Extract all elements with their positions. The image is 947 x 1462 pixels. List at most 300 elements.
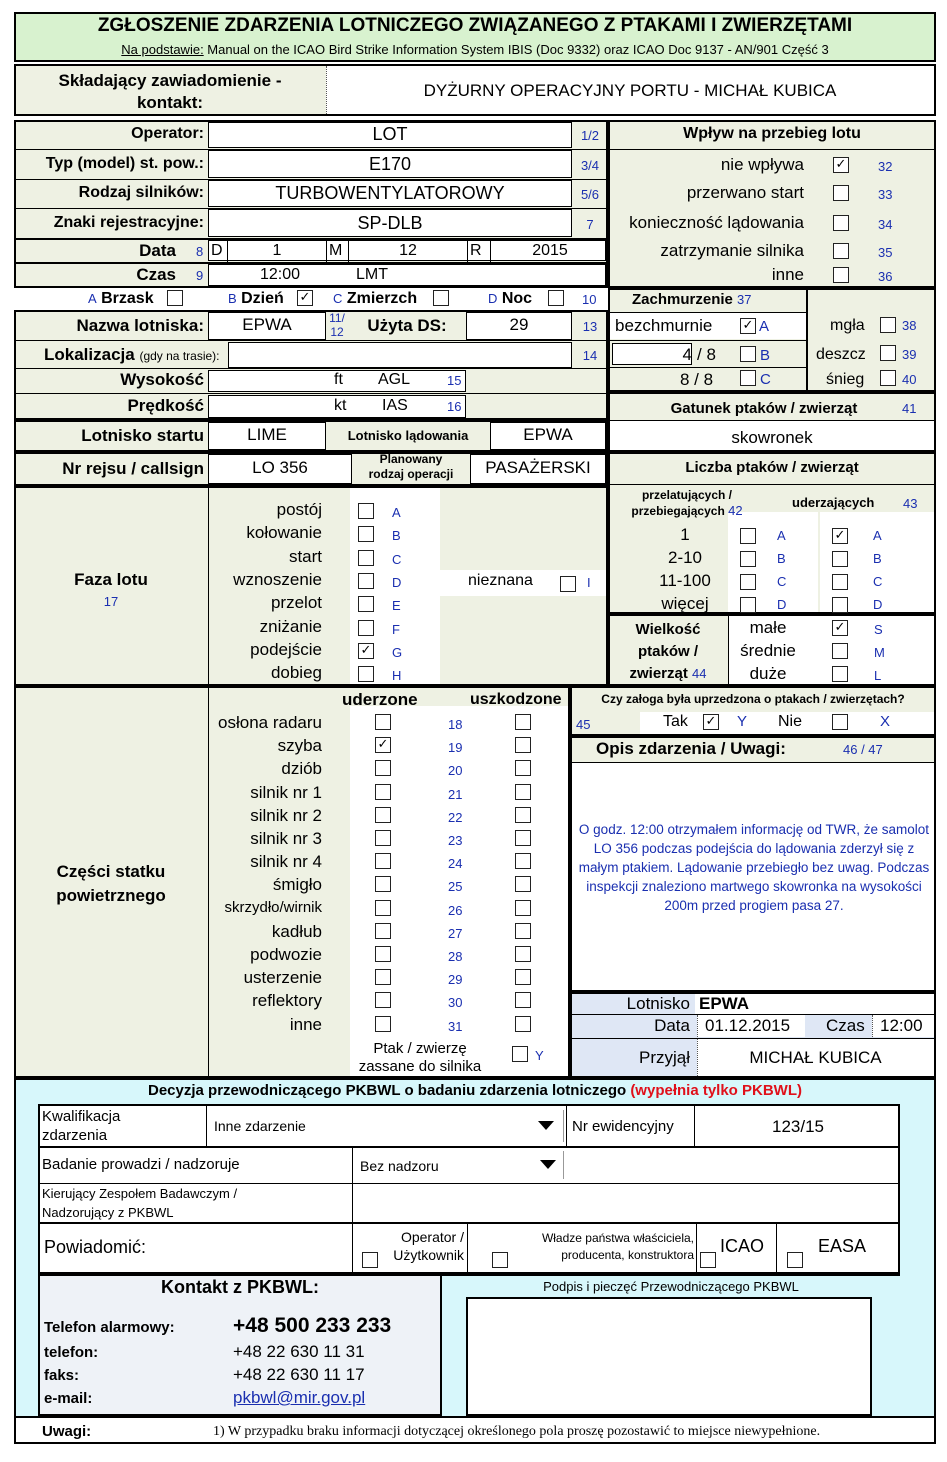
warned-yes-checkbox[interactable]: [703, 714, 719, 730]
effect-item-label: przerwano start: [686, 183, 804, 202]
alarm-label: Telefon alarmowy:: [44, 1319, 175, 1336]
part-code: 27: [448, 925, 463, 941]
count-passing-label-2: przebiegających: [631, 504, 725, 518]
qualification-label: [42, 1107, 120, 1145]
supervision-select[interactable]: [354, 1151, 564, 1179]
count-title: Liczba ptaków / zwierząt: [685, 459, 859, 476]
reg-code: 7: [586, 217, 594, 232]
month-letter: M: [329, 242, 343, 259]
part-code: 20: [448, 763, 463, 779]
part-hit-checkbox[interactable]: [375, 853, 391, 869]
speed-label: Prędkość: [127, 396, 204, 415]
operation-type-value: PASAŻERSKI: [485, 458, 591, 477]
part-damaged-checkbox[interactable]: [515, 830, 531, 846]
clouds-c-checkbox[interactable]: [740, 370, 756, 386]
email-link[interactable]: pkbwl@mir.gov.pl: [233, 1388, 366, 1407]
ingest-label-2: zassane do silnika: [358, 1058, 482, 1075]
count-row-label: 11-100: [659, 571, 711, 590]
reporter-value: DYŻURNY OPERACYJNY PORTU - MICHAŁ KUBICA: [423, 81, 837, 100]
effect-item-checkbox[interactable]: [833, 157, 849, 173]
month-value: 12: [399, 242, 417, 259]
part-damaged-checkbox[interactable]: [515, 737, 531, 753]
light-day-checkbox[interactable]: [297, 290, 313, 306]
part-label: kadłub: [271, 921, 322, 941]
phase-unknown-checkbox[interactable]: [560, 576, 576, 592]
airport-label: Nazwa lotniska:: [76, 316, 204, 335]
engines-value: TURBOWENTYLATOROWY: [275, 183, 505, 203]
phase-code: 17: [103, 594, 119, 609]
reg-label: Znaki rejestracyjne:: [53, 214, 204, 231]
part-code: 22: [448, 809, 463, 825]
part-hit-checkbox[interactable]: [375, 807, 391, 823]
phase-item-letter: G: [392, 644, 403, 660]
year-letter: R: [470, 242, 482, 259]
light-b-label: Dzień: [241, 290, 284, 307]
runway-value: 29: [509, 315, 529, 334]
phase-item-label: zniżanie: [259, 616, 322, 636]
speed-code: 16: [447, 399, 462, 414]
receipt-airport-value: EPWA: [699, 994, 750, 1013]
description-text: O godz. 12:00 otrzymałem informację od TWR, że samolot LO 356 podczas podejścia do lądowania zderzył się z małym ptakiem. Lądowanie przebiegło bez uwag. Podczas inspekcji znaleziono martwego skowronka na wysokości 200m przed progiem pasa 27.: [578, 822, 930, 913]
effect-item-code: 33: [878, 187, 893, 202]
clouds-a-letter: A: [759, 318, 770, 335]
part-hit-checkbox[interactable]: [375, 760, 391, 776]
phase-item-checkbox[interactable]: [358, 620, 374, 636]
date-code: 8: [196, 244, 204, 259]
part-damaged-checkbox[interactable]: [515, 1016, 531, 1032]
contact-title: Kontakt z PKBWL:: [161, 1277, 319, 1297]
basis-text: Manual on the ICAO Bird Strike Information System IBIS (Doc 9332) oraz ICAO Doc 9137 - AN/901 Część 3: [203, 42, 829, 57]
email-label: e-mail:: [44, 1390, 93, 1407]
count-passing-label-1: przelatujących /: [641, 488, 733, 502]
part-damaged-checkbox[interactable]: [515, 760, 531, 776]
part-hit-checkbox[interactable]: [375, 784, 391, 800]
count-passing-checkbox[interactable]: [740, 551, 756, 567]
part-label: inne: [289, 1014, 322, 1034]
phase-item-checkbox[interactable]: [358, 643, 374, 659]
notify-icao-label: ICAO: [720, 1236, 765, 1256]
location-note: (gdy na trasie):: [139, 349, 220, 363]
part-label: osłona radaru: [218, 713, 322, 732]
type-value: E170: [368, 154, 412, 174]
supervision-value: Bez nadzoru: [360, 1158, 439, 1174]
part-hit-checkbox[interactable]: [375, 969, 391, 985]
light-a: [88, 290, 154, 308]
species-code: 41: [902, 401, 917, 416]
phase-item-checkbox[interactable]: [358, 526, 374, 542]
phase-item-label: wznoszenie: [233, 569, 322, 589]
rain-checkbox[interactable]: [880, 345, 896, 361]
part-label: szyba: [277, 736, 322, 756]
type-label: Typ (model) st. pow.:: [45, 155, 204, 172]
notify-operator-label-2: Użytkownik: [393, 1247, 464, 1263]
team-leader-label: [42, 1184, 237, 1222]
count-striking-letter: A: [873, 528, 882, 543]
part-code: 28: [448, 949, 463, 964]
count-striking-checkbox[interactable]: [832, 597, 848, 613]
part-code: 26: [448, 902, 463, 918]
notify-authority-checkbox[interactable]: [492, 1252, 508, 1268]
time-ref: LMT: [356, 266, 388, 283]
count-passing-letter: B: [777, 551, 786, 566]
part-hit-checkbox[interactable]: [375, 876, 391, 892]
reporter-label-line1: Składający zawiadomienie -: [58, 71, 282, 90]
ingest-checkbox[interactable]: [512, 1046, 528, 1062]
part-code: 19: [448, 740, 463, 756]
phase-item-label: dobieg: [270, 663, 322, 683]
time-value: 12:00: [259, 266, 301, 283]
effect-item-label: zatrzymanie silnika: [660, 241, 804, 260]
parts-title-1: Części statku: [56, 862, 166, 881]
rain-label: deszcz: [816, 346, 866, 363]
ingest-letter: Y: [535, 1048, 544, 1063]
light-c-label: Zmierzch: [346, 290, 418, 307]
size-letter: S: [874, 622, 883, 637]
phase-item-checkbox[interactable]: [358, 550, 374, 566]
phone-label: telefon:: [44, 1344, 99, 1361]
size-letter: L: [874, 668, 882, 683]
clouds-clear-label: bezchmurnie: [615, 316, 713, 335]
part-hit-checkbox[interactable]: [375, 923, 391, 939]
size-checkbox[interactable]: [832, 643, 848, 659]
part-hit-checkbox[interactable]: [375, 737, 391, 753]
type-code: 3/4: [580, 158, 600, 173]
part-label: skrzydło/wirnik: [224, 898, 322, 916]
warned-yes-letter: Y: [737, 713, 748, 730]
supervision-label: Badanie prowadzi / nadzoruje: [42, 1156, 240, 1173]
date-label: Data: [139, 241, 176, 260]
speed-unit: kt: [334, 397, 347, 414]
effect-item-checkbox[interactable]: [833, 185, 849, 201]
effect-title: Wpływ na przebieg lotu: [683, 125, 861, 142]
qualification-select[interactable]: [208, 1110, 564, 1142]
warned-yes-label: Tak: [663, 713, 688, 730]
size-checkbox[interactable]: [832, 666, 848, 682]
signature-label: Podpis i pieczęć Przewodniczącego PKBWL: [543, 1279, 799, 1294]
notify-authority-label-1: Władze państwa właściciela,: [541, 1231, 694, 1245]
phase-item-label: postój: [276, 500, 322, 519]
parts-hit-label: uderzone: [342, 690, 418, 709]
notify-icao-checkbox[interactable]: [700, 1252, 716, 1268]
part-damaged-checkbox[interactable]: [515, 923, 531, 939]
arrival-label: Lotnisko lądowania: [347, 428, 469, 443]
clouds-title: [632, 291, 752, 308]
effect-section: [608, 120, 936, 288]
size-code: 44: [692, 666, 707, 681]
part-hit-checkbox[interactable]: [375, 992, 391, 1008]
part-code: 24: [448, 856, 463, 872]
receipt-date-label: Data: [654, 1016, 690, 1035]
phase-item-letter: B: [392, 528, 401, 544]
clouds-clear-checkbox[interactable]: [740, 318, 756, 334]
arrival-value: EPWA: [523, 425, 573, 444]
phase-item-label: start: [288, 546, 322, 566]
clouds-code: 37: [737, 292, 752, 307]
effect-item-code: 36: [878, 269, 893, 284]
chevron-down-icon: [538, 1121, 554, 1130]
receipt-date-value: 01.12.2015: [705, 1016, 791, 1035]
light-night-checkbox[interactable]: [548, 290, 564, 306]
count-striking-letter: D: [873, 597, 883, 612]
phase-item-checkbox[interactable]: [358, 666, 374, 682]
part-label: śmigło: [272, 875, 322, 895]
count-row-label: więcej: [661, 594, 709, 613]
clouds-title-text: Zachmurzenie: [632, 291, 733, 308]
part-label: podwozie: [250, 945, 322, 964]
parts-title-2: powietrznego: [56, 886, 166, 905]
altitude-label: Wysokość: [120, 370, 204, 389]
snow-checkbox[interactable]: [880, 370, 896, 386]
departure-value: LIME: [247, 425, 287, 444]
phase-item-letter: E: [392, 598, 401, 614]
clouds-octa-value: 4: [682, 345, 692, 364]
basis-label: Na podstawie:: [121, 42, 204, 57]
fog-code: 38: [902, 318, 917, 333]
part-code: 18: [448, 717, 463, 732]
year-value: 2015: [532, 242, 568, 259]
operator-label: Operator:: [131, 125, 204, 142]
effect-item-code: 35: [878, 245, 893, 260]
phase-item-letter: C: [392, 551, 402, 567]
notify-label: Powiadomić:: [44, 1237, 147, 1257]
altitude-code: 15: [447, 373, 462, 388]
effect-item-checkbox[interactable]: [833, 267, 849, 283]
airport-code: 11/ 12: [329, 311, 345, 339]
pkbwl-title-red: (wypełnia tylko PKBWL): [630, 1082, 802, 1099]
phase-title: Faza lotu: [74, 570, 148, 589]
notify-operator-checkbox[interactable]: [362, 1252, 378, 1268]
effect-item-code: 34: [878, 217, 893, 232]
phase-item-letter: H: [392, 668, 402, 684]
light-b: [228, 290, 284, 308]
phase-item-label: przelot: [270, 593, 322, 613]
signature-field[interactable]: [466, 1297, 872, 1416]
phase-item-letter: F: [392, 621, 400, 637]
reg-value: SP-DLB: [357, 213, 423, 233]
count-passing-checkbox[interactable]: [740, 597, 756, 613]
clouds-c-letter: C: [760, 371, 771, 388]
part-damaged-checkbox[interactable]: [515, 946, 531, 962]
size-label-2: ptaków /: [637, 643, 698, 660]
size-checkbox[interactable]: [832, 620, 848, 636]
fog-checkbox[interactable]: [880, 317, 896, 333]
count-passing-label: [612, 487, 762, 519]
part-code: 29: [448, 972, 463, 988]
size-letter: M: [874, 645, 885, 660]
count-striking-letter: C: [873, 574, 883, 589]
callsign-value: LO 356: [252, 458, 308, 477]
phase-item-checkbox[interactable]: [358, 503, 374, 519]
departure-label: Lotnisko startu: [81, 426, 204, 445]
light-b-letter: B: [228, 291, 237, 306]
clouds-b-letter: B: [760, 347, 771, 364]
count-passing-checkbox[interactable]: [740, 574, 756, 590]
part-code: 23: [448, 833, 463, 848]
regno-label: Nr ewidencyjny: [572, 1118, 674, 1135]
day-value: 1: [272, 242, 282, 259]
time-label: Czas: [136, 265, 176, 284]
count-striking-label: uderzających: [792, 495, 875, 510]
species-title: Gatunek ptaków / zwierząt: [670, 400, 858, 417]
callsign-label: Nr rejsu / callsign: [62, 459, 204, 478]
speed-ref: IAS: [382, 397, 408, 414]
count-passing-letter: C: [777, 574, 787, 589]
size-row-label: małe: [749, 618, 787, 637]
qualification-label-2: zdarzenia: [42, 1127, 108, 1144]
day-letter: D: [211, 242, 223, 259]
warned-no-letter: X: [880, 713, 891, 730]
count-passing-letter: A: [777, 528, 786, 543]
effect-item-checkbox[interactable]: [833, 215, 849, 231]
part-damaged-checkbox[interactable]: [515, 969, 531, 985]
phase-unknown-label: nieznana: [468, 572, 533, 589]
part-damaged-checkbox[interactable]: [515, 876, 531, 892]
part-code: 30: [448, 995, 463, 1011]
effect-item-label: inne: [771, 265, 804, 284]
part-hit-checkbox[interactable]: [375, 714, 391, 730]
part-damaged-checkbox[interactable]: [515, 784, 531, 800]
part-label: silnik nr 3: [250, 829, 322, 848]
part-code: 31: [448, 1018, 463, 1034]
warned-no-label: Nie: [778, 713, 803, 730]
ingest-label: [350, 1040, 490, 1076]
ingest-label-1: Ptak / zwierzę: [373, 1040, 467, 1057]
form-basis: [14, 42, 936, 57]
count-row-label: 2-10: [667, 548, 703, 567]
count-row-label: 1: [680, 525, 690, 544]
warned-code: 45: [576, 717, 591, 732]
warned-question: Czy załoga była uprzedzona o ptakach / zwierzętach?: [601, 692, 905, 706]
part-hit-checkbox[interactable]: [375, 830, 391, 846]
description-title: Opis zdarzenia / Uwagi:: [596, 739, 786, 758]
alarm-value: +48 500 233 233: [233, 1314, 392, 1337]
notify-operator-label-1: Operator /: [400, 1229, 464, 1245]
light-c-letter: C: [333, 291, 343, 306]
part-damaged-checkbox[interactable]: [515, 900, 531, 916]
operator-code: 1/2: [580, 128, 600, 143]
light-d-label: Noc: [501, 290, 533, 307]
team-leader-field[interactable]: [354, 1185, 898, 1221]
chevron-down-icon: [540, 1160, 556, 1169]
location-field[interactable]: [228, 342, 572, 368]
receipt-airport-label: Lotnisko: [626, 994, 690, 1013]
effect-item-label: konieczność lądowania: [629, 213, 804, 232]
airport-value: EPWA: [242, 315, 292, 334]
phase-item-letter: D: [392, 574, 402, 590]
part-code: 21: [448, 786, 463, 802]
reporter-label-line2: kontakt:: [136, 93, 204, 112]
time-code: 9: [196, 268, 204, 283]
light-dawn-checkbox[interactable]: [167, 290, 183, 306]
light-c: [333, 290, 417, 308]
pkbwl-title-text: Decyzja przewodniczącego PKBWL o badaniu zdarzenia lotniczego: [148, 1082, 627, 1099]
size-row-label: duże: [749, 664, 787, 683]
count-striking-code: 43: [903, 496, 918, 511]
part-label: reflektory: [252, 991, 322, 1011]
phase-item-checkbox[interactable]: [358, 596, 374, 612]
altitude-unit: ft: [334, 371, 343, 388]
fax-label: faks:: [44, 1367, 80, 1384]
size-label: [610, 619, 726, 685]
light-dusk-checkbox[interactable]: [433, 290, 449, 306]
runway-label: Użyta DS:: [367, 316, 447, 335]
count-passing-letter: D: [777, 597, 787, 612]
notify-easa-checkbox[interactable]: [787, 1252, 803, 1268]
part-damaged-checkbox[interactable]: [515, 992, 531, 1008]
part-damaged-checkbox[interactable]: [515, 807, 531, 823]
count-striking-checkbox[interactable]: [832, 574, 848, 590]
count-striking-checkbox[interactable]: [832, 551, 848, 567]
phase-item-label: podejście: [250, 639, 322, 659]
count-striking-checkbox[interactable]: [832, 528, 848, 544]
qualification-value: Inne zdarzenie: [214, 1118, 306, 1134]
clouds-b-checkbox[interactable]: [740, 346, 756, 362]
count-striking-letter: B: [873, 551, 882, 566]
team-leader-label-2: Nadzorujący z PKBWL: [42, 1205, 174, 1220]
clouds-octa-sep: / 8: [697, 345, 716, 364]
part-label: dziób: [281, 759, 322, 779]
rain-code: 39: [902, 347, 917, 362]
part-hit-checkbox[interactable]: [375, 1016, 391, 1032]
engines-label: Rodzaj silników:: [78, 184, 204, 201]
light-a-letter: A: [88, 291, 97, 306]
operation-type-label-1: Planowany: [379, 452, 443, 466]
part-hit-checkbox[interactable]: [375, 900, 391, 916]
snow-code: 40: [902, 372, 917, 387]
pkbwl-title: [14, 1082, 936, 1099]
part-label: silnik nr 1: [250, 782, 322, 802]
count-passing-checkbox[interactable]: [740, 528, 756, 544]
notify-easa-label: EASA: [818, 1236, 867, 1256]
reporter-label: [16, 70, 324, 114]
part-code: 25: [448, 879, 463, 895]
light-code: 10: [582, 292, 597, 307]
part-damaged-checkbox[interactable]: [515, 714, 531, 730]
receipt-time-label: Czas: [826, 1016, 865, 1035]
runway-code: 13: [582, 319, 598, 334]
notify-authority-label-2: producenta, konstruktora: [561, 1248, 694, 1262]
phase-unknown-letter: I: [587, 575, 591, 590]
location-label: [44, 345, 220, 365]
size-label-3: zwierząt: [629, 665, 688, 682]
warned-no-checkbox[interactable]: [832, 714, 848, 730]
notify-authority-label: [510, 1230, 694, 1264]
effect-item-code: 32: [878, 159, 893, 174]
effect-item-checkbox[interactable]: [833, 243, 849, 259]
parts-damaged-label: uszkodzone: [470, 691, 562, 708]
part-label: silnik nr 4: [250, 852, 322, 872]
qualification-label-1: Kwalifikacja: [42, 1108, 121, 1125]
phone-value: +48 22 630 11 31: [233, 1342, 365, 1361]
location-code: 14: [582, 348, 598, 363]
operation-type-label: [354, 452, 468, 482]
effect-item-label: nie wpływa: [720, 155, 804, 174]
operator-value: LOT: [372, 124, 408, 144]
footer-text: 1) W przypadku braku informacji dotyczącej określonego pola proszę pozostawić to miejsce niewypełnione.: [213, 1424, 821, 1439]
part-hit-checkbox[interactable]: [375, 946, 391, 962]
size-label-1: Wielkość: [635, 621, 701, 638]
part-damaged-checkbox[interactable]: [515, 853, 531, 869]
operation-type-label-2: rodzaj operacji: [368, 467, 454, 481]
parts-title: [14, 860, 208, 908]
phase-item-checkbox[interactable]: [358, 573, 374, 589]
receipt-received-label: Przyjął: [638, 1048, 690, 1067]
part-label: usterzenie: [243, 968, 322, 988]
receipt-time-value: 12:00: [880, 1016, 923, 1035]
light-d: [488, 290, 532, 308]
clouds-overcast: 8 / 8: [680, 370, 714, 389]
species-value: skowronek: [731, 428, 813, 447]
